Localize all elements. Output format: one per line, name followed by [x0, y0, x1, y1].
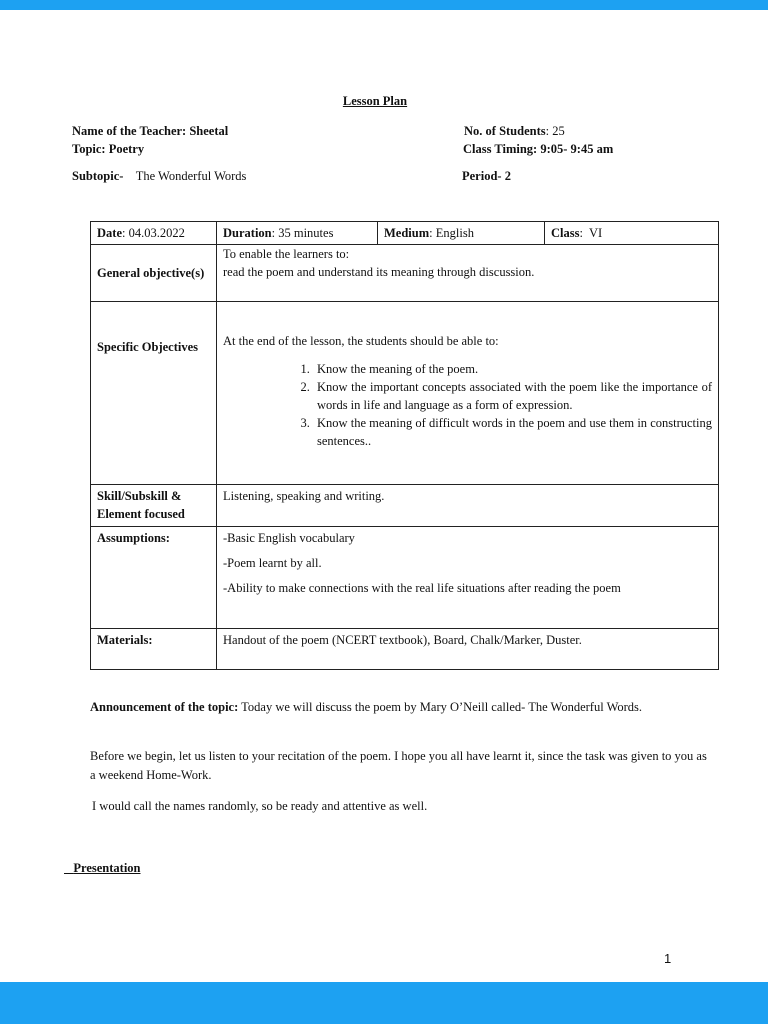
duration-value: 35 minutes	[278, 226, 334, 240]
specific-objectives-cell	[217, 302, 719, 485]
teacher-label: Name of the Teacher	[72, 124, 183, 138]
objectives-list	[223, 360, 712, 450]
page-title: Lesson Plan	[342, 94, 408, 108]
bottom-accent-bar	[0, 982, 768, 1024]
teacher-line: Name of the Teacher: Sheetal	[72, 124, 229, 138]
skill-value: Listening, speaking and writing.	[217, 485, 719, 527]
top-accent-bar	[0, 0, 768, 10]
general-objective-label: General objective(s)	[91, 245, 217, 302]
list-item: 3. Know the meaning of difficult words in the poem and use them in constructing sentences..	[313, 414, 712, 450]
list-item: -Ability to make connections with the real life situations after reading the poem	[223, 581, 621, 595]
announcement-paragraph	[90, 698, 710, 717]
table-row	[91, 222, 719, 245]
recitation-paragraph: Before we begin, let us listen to your recitation of the poem. I hope you all have learnt it, since the task was given to you as a weekend Home-Work.	[90, 749, 707, 782]
general-objective-cell: To enable the learners to: read the poem and understand its meaning through discussion.	[217, 245, 719, 302]
class-timing: Class Timing: 9:05- 9:45 am	[463, 142, 614, 156]
list-item: -Basic English vocabulary	[223, 531, 355, 545]
period-line: Period- 2	[462, 169, 511, 183]
assumptions-label: Assumptions:	[91, 527, 217, 629]
table-row	[91, 245, 719, 302]
names-paragraph: I would call the names randomly, so be ready and attentive as well.	[92, 799, 428, 813]
table-row	[91, 629, 719, 670]
students-value: 25	[552, 124, 565, 138]
topic-line: Topic: Poetry	[72, 142, 145, 156]
table-row	[91, 485, 719, 527]
medium-value: English	[435, 226, 474, 240]
students-line: No. of Students: 25	[464, 124, 565, 138]
teacher-value: Sheetal	[189, 124, 229, 138]
table-row	[91, 527, 719, 629]
medium-cell: Medium: English	[378, 222, 545, 245]
skill-label: Skill/Subskill & Element focused	[91, 485, 217, 527]
lesson-plan-table	[90, 221, 719, 670]
subtopic-label: Subtopic-	[72, 169, 124, 183]
list-item: -Poem learnt by all.	[223, 556, 322, 570]
assumptions-cell	[217, 527, 719, 629]
duration-cell: Duration: 35 minutes	[217, 222, 378, 245]
materials-value: Handout of the poem (NCERT textbook), Board, Chalk/Marker, Duster.	[217, 629, 719, 670]
materials-label: Materials:	[91, 629, 217, 670]
table-row	[91, 302, 719, 485]
presentation-heading: Presentation	[73, 861, 141, 875]
page-number: 1	[664, 951, 672, 966]
class-cell: Class: VI	[545, 222, 719, 245]
list-item: 2. Know the important concepts associated with the poem like the importance of words in life and language as a form of expression.	[313, 378, 712, 414]
date-cell: Date: 04.03.2022	[91, 222, 217, 245]
announcement-text: Today we will discuss the poem by Mary O’Neill called- The Wonderful Words.	[241, 700, 643, 714]
specific-objectives-label: Specific Objectives	[91, 302, 217, 485]
date-value: 04.03.2022	[128, 226, 185, 240]
specific-intro: At the end of the lesson, the students should be able to:	[223, 334, 499, 348]
announcement-label: Announcement of the topic:	[90, 700, 239, 714]
class-value: VI	[588, 226, 603, 240]
subtopic-value: The Wonderful Words	[135, 169, 247, 183]
list-item: 1. Know the meaning of the poem.	[313, 360, 712, 378]
subtopic-line	[72, 169, 246, 184]
students-label: No. of Students	[464, 124, 546, 138]
